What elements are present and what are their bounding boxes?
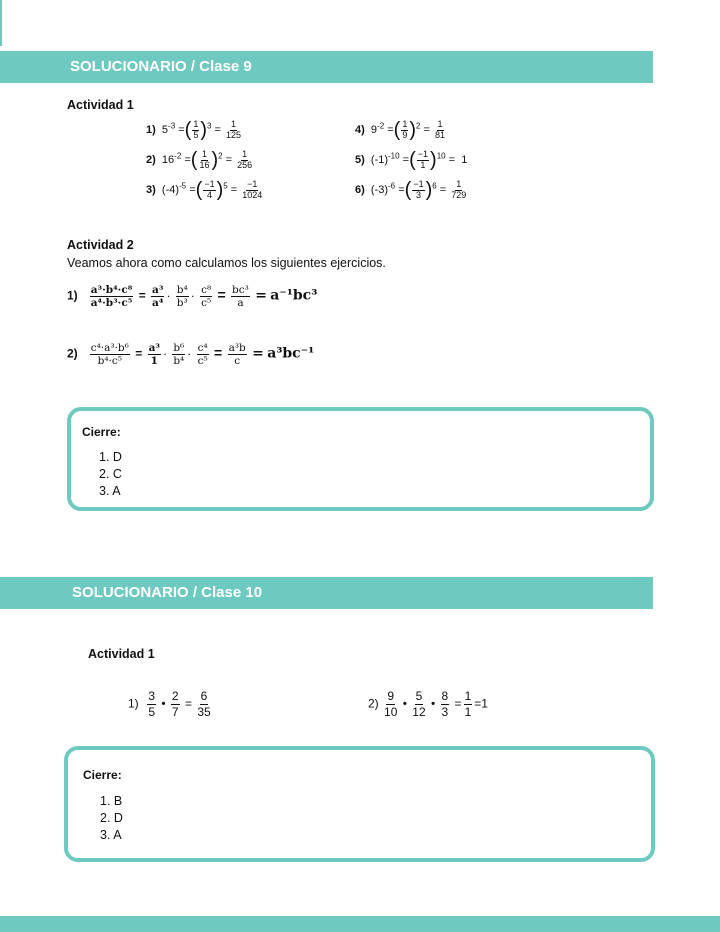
clase10-actividad1-title: Actividad 1 — [88, 647, 155, 661]
clase9-actividad2-title: Actividad 2 — [67, 238, 134, 252]
list-item: 2. C — [99, 467, 122, 481]
footer-bar — [0, 916, 720, 932]
clase9-act1-item-2: 2) $16^{-2}$ =( $\frac{1}{16}$ )$^2$ = $\frac{1}{256}$ — [146, 149, 253, 171]
list-item: 2. D — [100, 811, 123, 825]
clase10-act1-exercise-1: 1) $\frac{3}{5}$ • $\frac{2}{7}$ = $\frac{6}{35}$ — [128, 689, 211, 719]
clase9-cierre-title: Cierre: — [82, 425, 121, 439]
clase9-act2-exercise-2: 2) $\frac{\text{c⁴·a³·b⁶}}{\text{b⁴·c⁵}}$ = $\frac{\text{a³}}{1}$ · $\frac{\text{b⁶}}{\text{b⁴}}$ · $\frac{\text{c⁴}}{\text{c⁵}}$ = $\frac{\text{a³b}}{c}$ = a³bc⁻¹ — [67, 342, 315, 368]
clase9-actividad1-title: Actividad 1 — [67, 98, 134, 112]
clase10-banner-title: SOLUCIONARIO / Clase 10 — [72, 584, 263, 601]
clase9-act2-exercise-1: 1) $\frac{\text{a³·b⁴·c⁸}}{\text{a⁴·b³·c⁵}}$ = $\frac{\text{a³}}{\text{a⁴}}$ · $\frac{\text{b⁴}}{\text{b³}}$ · $\frac{\text{c⁸}}{\text{c⁵}}$ = $\frac{\text{bc³}}{a}$ = a⁻¹bc³ — [67, 284, 318, 310]
clase9-cierre-box — [67, 407, 654, 511]
clase9-act1-item-6: 6) $(-3)^{-6}$ =( $\frac{-1}{3}$ )$^6$ = $\frac{1}{729}$ — [355, 179, 467, 201]
clase10-banner — [0, 577, 653, 609]
clase9-cierre-list — [99, 449, 122, 500]
list-item: 1. D — [99, 450, 122, 464]
clase9-act1-item-3: 3) $(-4)^{-5}$ =( $\frac{-1}{4}$ )$^5$ = $\frac{-1}{1024}$ — [146, 179, 263, 201]
clase9-banner — [0, 51, 653, 83]
clase10-cierre-title: Cierre: — [83, 768, 122, 782]
clase10-cierre-box — [64, 746, 655, 862]
left-edge-accent — [0, 0, 2, 46]
clase9-actividad2-intro: Veamos ahora como calculamos los siguientes ejercicios. — [67, 256, 386, 270]
clase9-act1-item-1: 1) $5^{-3}$ =( $\frac{1}{5}$ )$^3$ = $\frac{1}{125}$ — [146, 119, 242, 141]
list-item: 3. A — [99, 484, 121, 498]
clase9-banner-title: SOLUCIONARIO / Clase 9 — [70, 58, 252, 75]
clase10-act1-exercise-2: 2) $\frac{9}{10}$ • $\frac{5}{12}$ • $\frac{8}{3}$ = $\frac{1}{1}$ =1 — [368, 689, 488, 719]
clase10-cierre-list — [100, 793, 123, 844]
clase9-act1-item-5: 5) $(-1)^{-10}$ =( $\frac{-1}{1}$ )$^{10}$ = 1 — [355, 149, 468, 171]
list-item: 1. B — [100, 794, 123, 808]
clase9-act1-item-4: 4) $9^{-2}$ =( $\frac{1}{9}$ )$^2$ = $\frac{1}{81}$ — [355, 119, 446, 141]
list-item: 3. A — [100, 828, 122, 842]
